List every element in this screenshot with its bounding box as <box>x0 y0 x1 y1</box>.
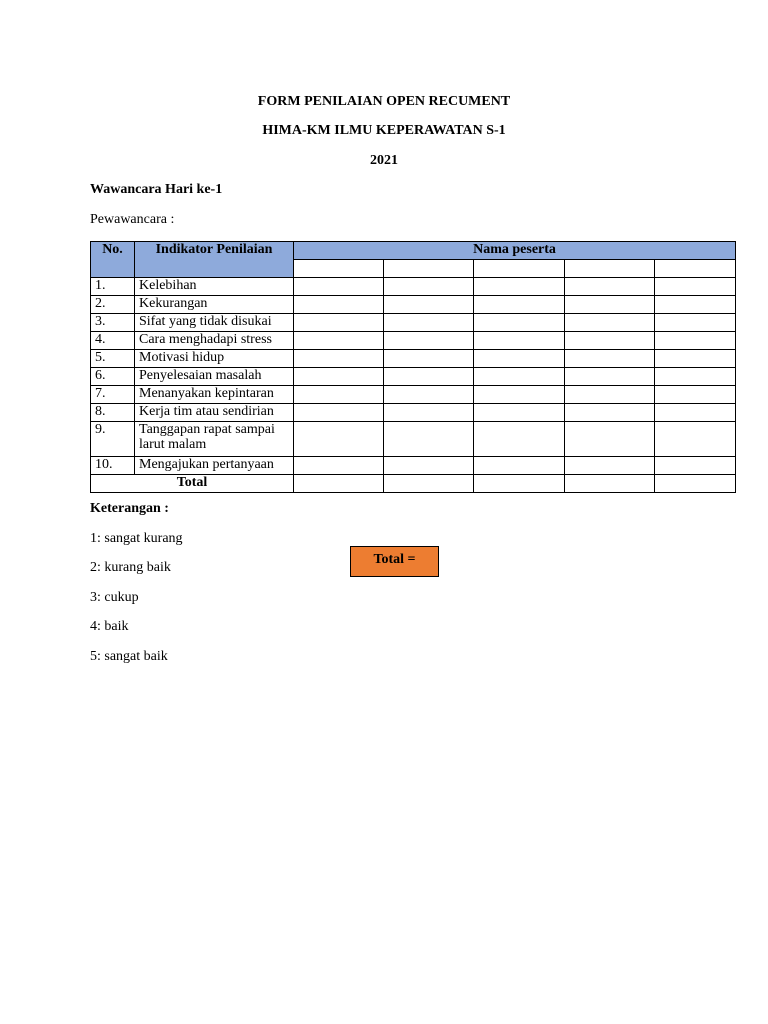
row-number: 8. <box>91 404 135 422</box>
row-number: 5. <box>91 350 135 368</box>
score-cell[interactable] <box>565 457 655 475</box>
score-cell[interactable] <box>565 278 655 296</box>
table-row <box>91 296 736 314</box>
table-row <box>91 278 736 296</box>
total-row-label: Total <box>91 475 294 493</box>
row-indicator: Motivasi hidup <box>135 350 294 368</box>
score-cell[interactable] <box>294 386 384 404</box>
score-cell[interactable] <box>655 332 736 350</box>
participant-name-cell[interactable] <box>655 260 736 278</box>
score-cell[interactable] <box>565 296 655 314</box>
row-number: 3. <box>91 314 135 332</box>
participant-name-cell[interactable] <box>294 260 384 278</box>
table-row <box>91 368 736 386</box>
score-cell[interactable] <box>655 404 736 422</box>
row-indicator: Cara menghadapi stress <box>135 332 294 350</box>
row-number: 4. <box>91 332 135 350</box>
score-cell[interactable] <box>565 404 655 422</box>
total-cell[interactable] <box>474 475 565 493</box>
legend-item: 1: sangat kurang <box>90 531 183 546</box>
assessment-table <box>90 241 736 493</box>
legend-item: 4: baik <box>90 619 129 634</box>
score-cell[interactable] <box>384 404 474 422</box>
header-indicator: Indikator Penilaian <box>135 242 294 278</box>
interviewer-label: Pewawancara : <box>90 212 175 227</box>
legend-item: 5: sangat baik <box>90 649 168 664</box>
table-row <box>91 404 736 422</box>
score-cell[interactable] <box>384 422 474 457</box>
table-row <box>91 332 736 350</box>
row-indicator: Mengajukan pertanyaan <box>135 457 294 475</box>
score-cell[interactable] <box>474 332 565 350</box>
score-cell[interactable] <box>565 386 655 404</box>
row-indicator: Menanyakan kepintaran <box>135 386 294 404</box>
total-score-box: Total = <box>350 546 439 577</box>
table-row <box>91 422 736 457</box>
score-cell[interactable] <box>384 386 474 404</box>
score-cell[interactable] <box>474 457 565 475</box>
score-cell[interactable] <box>655 314 736 332</box>
interview-day-heading: Wawancara Hari ke-1 <box>90 182 223 197</box>
total-cell[interactable] <box>565 475 655 493</box>
legend-item: 3: cukup <box>90 590 139 605</box>
score-cell[interactable] <box>294 457 384 475</box>
row-indicator: Tanggapan rapat sampai larut malam <box>135 422 294 457</box>
score-cell[interactable] <box>655 457 736 475</box>
score-cell[interactable] <box>294 404 384 422</box>
score-cell[interactable] <box>474 422 565 457</box>
score-cell[interactable] <box>294 422 384 457</box>
table-row <box>91 314 736 332</box>
participant-name-cell[interactable] <box>384 260 474 278</box>
score-cell[interactable] <box>384 332 474 350</box>
score-cell[interactable] <box>384 368 474 386</box>
score-cell[interactable] <box>565 422 655 457</box>
row-number: 6. <box>91 368 135 386</box>
score-cell[interactable] <box>565 314 655 332</box>
header-no: No. <box>91 242 135 278</box>
participant-name-cell[interactable] <box>474 260 565 278</box>
legend-title: Keterangan : <box>90 501 169 516</box>
score-cell[interactable] <box>474 350 565 368</box>
total-row <box>91 475 736 493</box>
score-cell[interactable] <box>384 457 474 475</box>
score-cell[interactable] <box>565 332 655 350</box>
participant-name-cell[interactable] <box>565 260 655 278</box>
total-cell[interactable] <box>384 475 474 493</box>
score-cell[interactable] <box>384 314 474 332</box>
form-title: FORM PENILAIAN OPEN RECUMENT <box>257 94 511 109</box>
score-cell[interactable] <box>474 368 565 386</box>
score-cell[interactable] <box>565 350 655 368</box>
score-cell[interactable] <box>565 368 655 386</box>
score-cell[interactable] <box>474 386 565 404</box>
organization-title: HIMA-KM ILMU KEPERAWATAN S-1 <box>262 123 506 138</box>
table-row <box>91 457 736 475</box>
row-number: 1. <box>91 278 135 296</box>
row-number: 7. <box>91 386 135 404</box>
score-cell[interactable] <box>474 296 565 314</box>
row-number: 9. <box>91 422 135 457</box>
score-cell[interactable] <box>655 350 736 368</box>
total-cell[interactable] <box>655 475 736 493</box>
header-participant-names: Nama peserta <box>294 242 736 260</box>
score-cell[interactable] <box>294 350 384 368</box>
score-cell[interactable] <box>474 404 565 422</box>
row-number: 10. <box>91 457 135 475</box>
row-indicator: Kelebihan <box>135 278 294 296</box>
score-cell[interactable] <box>384 350 474 368</box>
row-indicator: Kekurangan <box>135 296 294 314</box>
row-indicator: Sifat yang tidak disukai <box>135 314 294 332</box>
score-cell[interactable] <box>655 296 736 314</box>
score-cell[interactable] <box>474 278 565 296</box>
score-cell[interactable] <box>655 386 736 404</box>
row-number: 2. <box>91 296 135 314</box>
legend-item: 2: kurang baik <box>90 560 171 575</box>
row-indicator: Kerja tim atau sendirian <box>135 404 294 422</box>
score-cell[interactable] <box>294 278 384 296</box>
row-indicator: Penyelesaian masalah <box>135 368 294 386</box>
score-cell[interactable] <box>384 278 474 296</box>
score-cell[interactable] <box>294 332 384 350</box>
score-cell[interactable] <box>384 296 474 314</box>
score-cell[interactable] <box>655 368 736 386</box>
score-cell[interactable] <box>655 422 736 457</box>
total-cell[interactable] <box>294 475 384 493</box>
score-cell[interactable] <box>294 314 384 332</box>
year-title: 2021 <box>370 153 398 168</box>
score-cell[interactable] <box>474 314 565 332</box>
score-cell[interactable] <box>294 368 384 386</box>
table-row <box>91 350 736 368</box>
score-cell[interactable] <box>294 296 384 314</box>
score-cell[interactable] <box>655 278 736 296</box>
table-row <box>91 386 736 404</box>
